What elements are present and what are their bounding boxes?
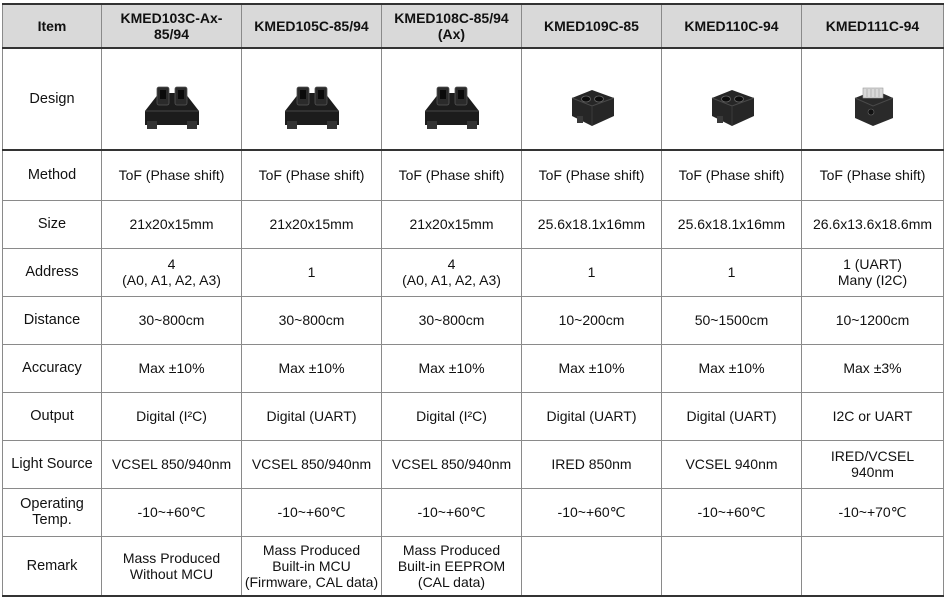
header-row	[3, 4, 944, 48]
connector-module-icon	[417, 65, 487, 149]
table-cell: 30~800cm	[102, 296, 242, 344]
row-label: Remark	[3, 536, 102, 596]
header-model: KMED111C-94	[802, 4, 944, 48]
table-cell: ToF (Phase shift)	[662, 150, 802, 200]
table-cell: Digital (I²C)	[102, 392, 242, 440]
table-row	[3, 150, 944, 200]
table-cell: VCSEL 850/940nm	[242, 440, 382, 488]
table-cell: -10~+60℃	[242, 488, 382, 536]
table-cell: Digital (UART)	[242, 392, 382, 440]
design-row	[3, 48, 944, 150]
table-cell: -10~+60℃	[102, 488, 242, 536]
table-cell: -10~+70℃	[802, 488, 944, 536]
dual-lens-sensor-icon	[704, 68, 760, 146]
table-cell: Max ±10%	[382, 344, 522, 392]
table-cell: 4 (A0, A1, A2, A3)	[382, 248, 522, 296]
table-cell	[662, 536, 802, 596]
table-cell: ToF (Phase shift)	[102, 150, 242, 200]
table-cell: Digital (UART)	[662, 392, 802, 440]
table-cell: -10~+60℃	[662, 488, 802, 536]
table-cell: 4 (A0, A1, A2, A3)	[102, 248, 242, 296]
design-cell	[802, 48, 944, 150]
table-cell: Digital (UART)	[522, 392, 662, 440]
table-cell: 1	[662, 248, 802, 296]
table-cell: Max ±10%	[242, 344, 382, 392]
table-cell: IRED 850nm	[522, 440, 662, 488]
connector-module-icon	[277, 65, 347, 149]
row-label: Size	[3, 200, 102, 248]
table-cell: Digital (I²C)	[382, 392, 522, 440]
table-cell: ToF (Phase shift)	[242, 150, 382, 200]
table-cell: ToF (Phase shift)	[522, 150, 662, 200]
comparison-table	[2, 3, 944, 597]
table-cell: 26.6x13.6x18.6mm	[802, 200, 944, 248]
table-cell: 25.6x18.1x16mm	[662, 200, 802, 248]
table-cell: ToF (Phase shift)	[382, 150, 522, 200]
table-cell: 1	[522, 248, 662, 296]
table-cell: 50~1500cm	[662, 296, 802, 344]
row-label: Accuracy	[3, 344, 102, 392]
table-cell: I2C or UART	[802, 392, 944, 440]
table-cell: -10~+60℃	[382, 488, 522, 536]
table-cell: 21x20x15mm	[382, 200, 522, 248]
header-model: KMED108C-85/94 (Ax)	[382, 4, 522, 48]
header-item: Item	[3, 4, 102, 48]
connector-module-icon	[137, 65, 207, 149]
row-label: Address	[3, 248, 102, 296]
table-cell: VCSEL 850/940nm	[102, 440, 242, 488]
table-row	[3, 440, 944, 488]
table-cell: 25.6x18.1x16mm	[522, 200, 662, 248]
table-cell: Max ±10%	[662, 344, 802, 392]
table-cell: 30~800cm	[242, 296, 382, 344]
table-cell: VCSEL 940nm	[662, 440, 802, 488]
table-cell	[522, 536, 662, 596]
table-cell: 30~800cm	[382, 296, 522, 344]
table-cell: 10~200cm	[522, 296, 662, 344]
table-cell: IRED/VCSEL 940nm	[802, 440, 944, 488]
table-cell: 1	[242, 248, 382, 296]
header-model: KMED109C-85	[522, 4, 662, 48]
table-cell: 21x20x15mm	[102, 200, 242, 248]
row-label: Distance	[3, 296, 102, 344]
table-cell: 1 (UART) Many (I2C)	[802, 248, 944, 296]
design-cell	[382, 48, 522, 150]
table-cell: VCSEL 850/940nm	[382, 440, 522, 488]
table-cell: Mass Produced Without MCU	[102, 536, 242, 596]
table-cell: Max ±10%	[522, 344, 662, 392]
row-label: Output	[3, 392, 102, 440]
design-cell	[522, 48, 662, 150]
table-cell: 10~1200cm	[802, 296, 944, 344]
small-connector-sensor-icon	[845, 66, 901, 148]
table-cell: Max ±10%	[102, 344, 242, 392]
table-cell	[802, 536, 944, 596]
table-cell: Mass Produced Built-in EEPROM (CAL data)	[382, 536, 522, 596]
table-row	[3, 296, 944, 344]
table-row	[3, 344, 944, 392]
table-cell: ToF (Phase shift)	[802, 150, 944, 200]
row-label: Method	[3, 150, 102, 200]
header-model: KMED103C-Ax- 85/94	[102, 4, 242, 48]
header-model: KMED105C-85/94	[242, 4, 382, 48]
row-label: Light Source	[3, 440, 102, 488]
table-cell: -10~+60℃	[522, 488, 662, 536]
dual-lens-sensor-icon	[564, 68, 620, 146]
table-row	[3, 248, 944, 296]
header-model: KMED110C-94	[662, 4, 802, 48]
design-cell	[242, 48, 382, 150]
table-row	[3, 392, 944, 440]
table-row	[3, 536, 944, 596]
table-cell: 21x20x15mm	[242, 200, 382, 248]
row-label: Design	[3, 48, 102, 150]
design-cell	[102, 48, 242, 150]
table-cell: Max ±3%	[802, 344, 944, 392]
table-cell: Mass Produced Built-in MCU (Firmware, CAL data)	[242, 536, 382, 596]
table-row	[3, 200, 944, 248]
design-cell	[662, 48, 802, 150]
table-row	[3, 488, 944, 536]
row-label: Operating Temp.	[3, 488, 102, 536]
